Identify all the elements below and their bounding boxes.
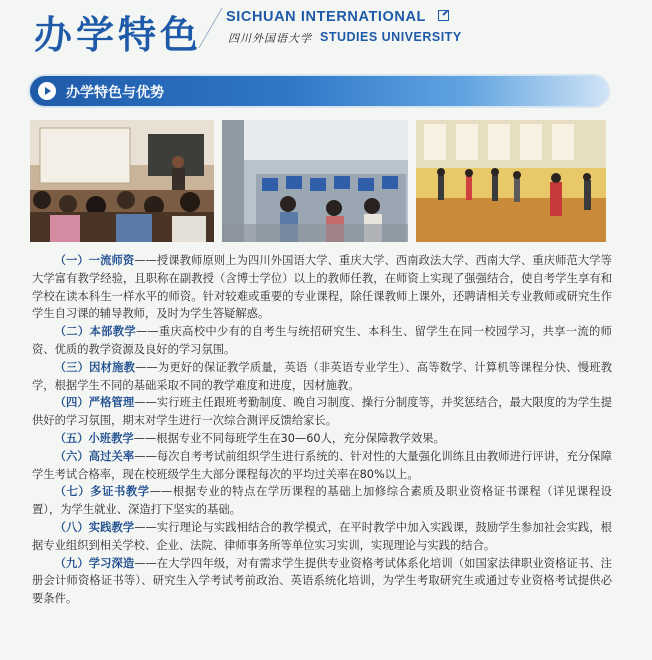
header-divider bbox=[198, 8, 222, 48]
external-link-icon bbox=[438, 10, 449, 21]
university-name-en-line2: STUDIES UNIVERSITY bbox=[320, 30, 462, 44]
feature-body: ——为更好的保证教学质量，英语（非英语专业学生）、高等数学、计算机等课程分快、慢班教学，根据学生不同的基础采取不同的教学难度和进度，因材施教。 bbox=[32, 360, 612, 392]
feature-item bbox=[32, 519, 612, 555]
feature-item bbox=[32, 394, 612, 430]
feature-item bbox=[32, 252, 612, 323]
feature-item bbox=[32, 323, 612, 359]
feature-item bbox=[32, 448, 612, 484]
feature-body: ——授课教师原则上为四川外国语大学、重庆大学、西南政法大学、西南大学、重庆师范大学等大学富有教学经验，且职称在副教授（含博士学位）以上的教师任教，在师资上实现了强强结合，使自考学生享有和学校在读本科生一样水平的师资。针对较难或重要的专业课程，除任课教师上课外，还聘请相关专业教师或研究生作学生自习课的辅导教师，及时为学生答疑解惑。 bbox=[32, 254, 612, 321]
feature-body: ——根据专业不同每班学生在30—60人，充分保障教学效果。 bbox=[133, 431, 445, 445]
feature-item bbox=[32, 359, 612, 395]
feature-item bbox=[32, 483, 612, 519]
feature-term: （四）严格管理 bbox=[54, 396, 135, 410]
photo-computer-lab bbox=[222, 120, 408, 242]
university-name-cn: 四川外国语大学 bbox=[228, 32, 312, 45]
feature-term: （九）学习深造 bbox=[54, 556, 135, 570]
photo-classroom-lecture bbox=[30, 120, 214, 242]
page-title: 办学特色 bbox=[34, 13, 203, 57]
feature-term: （六）高过关率 bbox=[54, 449, 135, 463]
feature-body: ——根据专业的特点在学历课程的基础上加修综合素质及职业资格证书课程（详见课程设置），为学生就业、深造打下坚实的基础。 bbox=[32, 485, 612, 517]
play-bullet-icon bbox=[38, 82, 56, 100]
feature-term: （一）一流师资 bbox=[54, 254, 135, 267]
features-list bbox=[32, 252, 612, 608]
feature-body: ——实行理论与实践相结合的教学模式，在平时教学中加入实践课，鼓励学生参加社会实践，根据专业组织到相关学校、企业、法院、律师事务所等单位实习实训，实现理论与实践的结合。 bbox=[32, 520, 612, 552]
feature-term: （七）多证书教学 bbox=[54, 485, 150, 499]
section-header-bar bbox=[30, 76, 608, 106]
feature-term: （八）实践教学 bbox=[54, 520, 135, 534]
section-title: 办学特色与优势 bbox=[66, 85, 164, 101]
feature-term: （三）因材施教 bbox=[54, 360, 136, 374]
photo-dance-studio bbox=[416, 120, 606, 242]
feature-body: ——实行班主任跟班考勤制度、晚自习制度、操行分制度等，并奖惩结合，最大限度的为学生提供好的学习氛围，期末对学生进行一次综合测评反馈给家长。 bbox=[32, 396, 612, 428]
feature-item bbox=[32, 555, 612, 608]
page-header bbox=[0, 0, 652, 62]
feature-term: （五）小班教学 bbox=[54, 431, 134, 445]
university-name-en-line1: SICHUAN INTERNATIONAL bbox=[226, 9, 427, 25]
feature-term: （二）本部教学 bbox=[54, 325, 136, 339]
feature-item bbox=[32, 430, 612, 448]
feature-body: ——在大学四年级，对有需求学生提供专业资格考试体系化培训（如国家法律职业资格证书、注册会计师资格证书等）、研究生入学考试考前政治、英语系统化培训，为学生考取研究生或通过专业资格考试提供必要条件。 bbox=[32, 556, 612, 606]
feature-body: ——每次自考考试前组织学生进行系统的、针对性的大量强化训练且由教师进行评讲，充分保障学生考试合格率，现在校班级学生大部分课程每次的平均过关率在80%以上。 bbox=[32, 449, 612, 481]
feature-body: ——重庆高校中少有的自考生与统招研究生、本科生、留学生在同一校园学习，共享一流的师资、优质的教学资源及良好的学习氛围。 bbox=[32, 325, 612, 356]
